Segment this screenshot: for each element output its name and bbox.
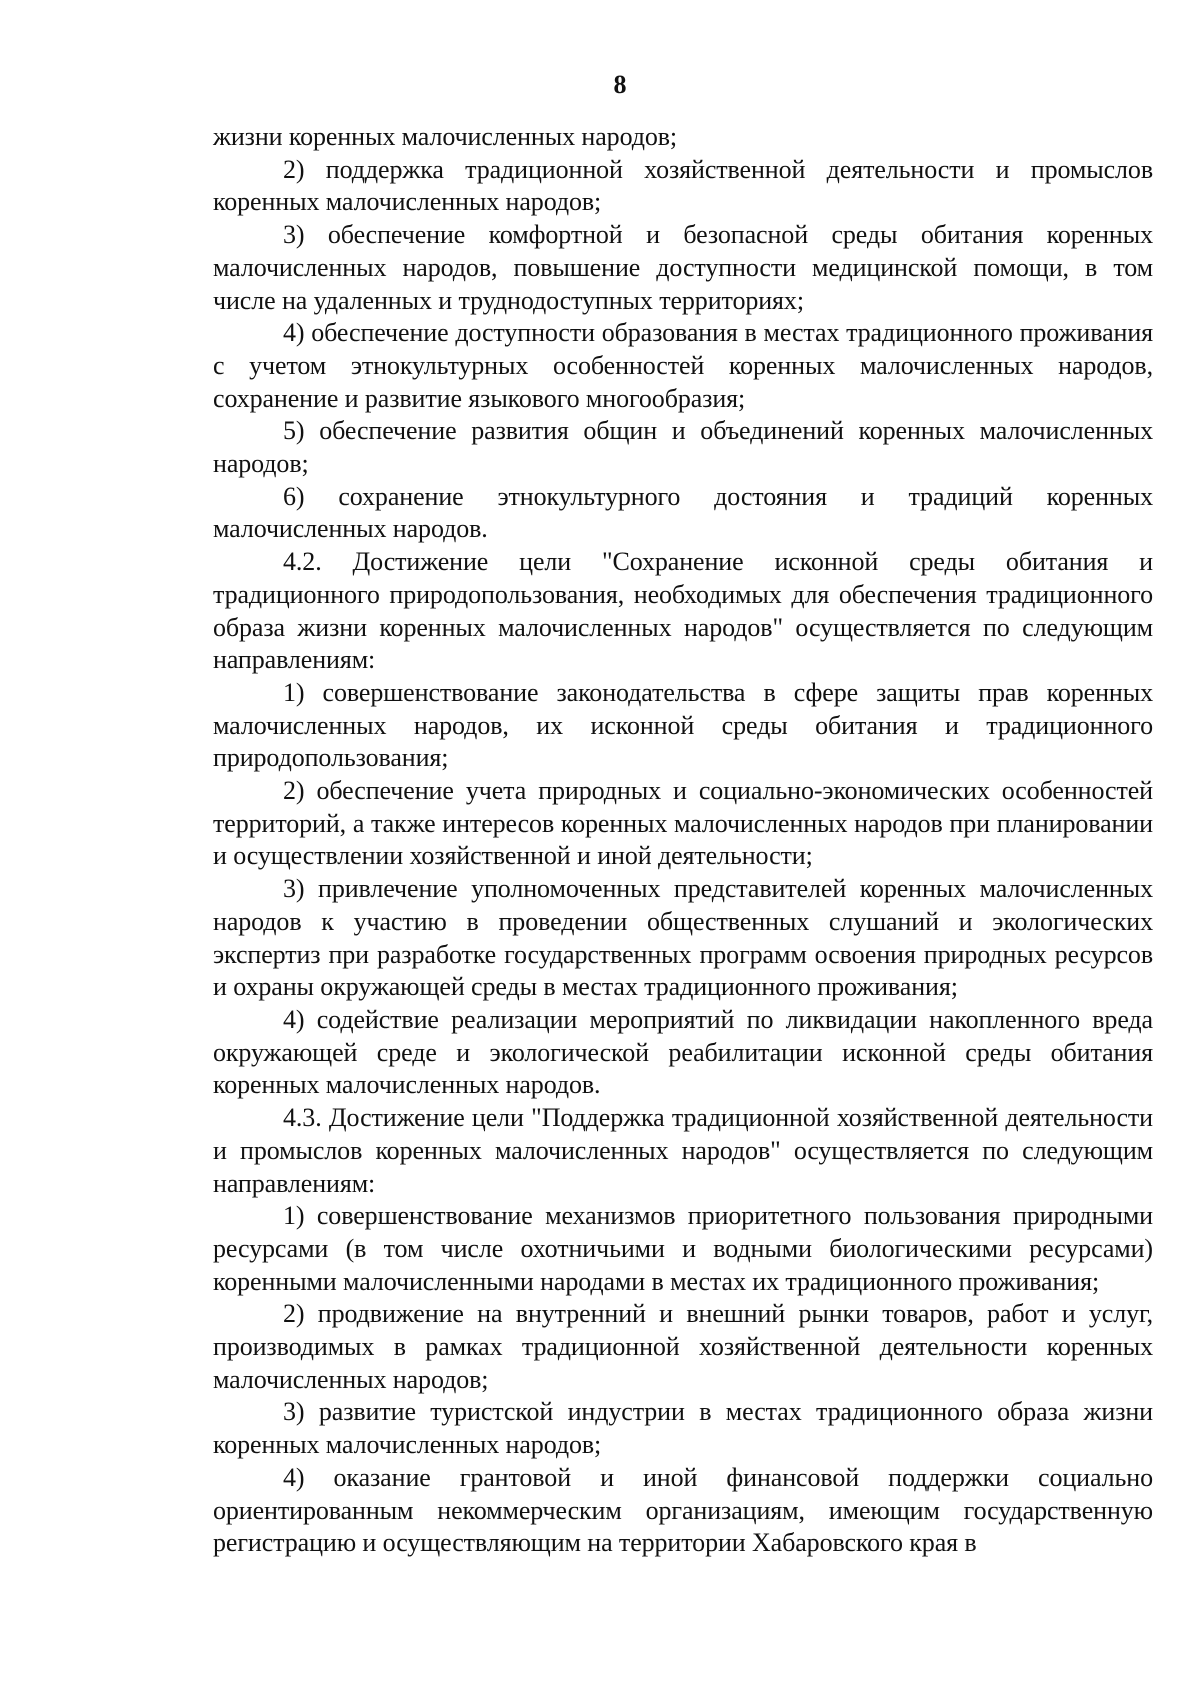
paragraph: 1) совершенствование механизмов приоритетного пользования природными ресурсами (в том числе охотничьими и водными биологическими ресурсами) коренными малочисленными народами в местах их традиционного проживания; bbox=[213, 1201, 1153, 1296]
paragraph: 4.2. Достижение цели "Сохранение исконной среды обитания и традиционного природопользования, необходимых для обеспечения традиционного образа жизни коренных малочисленных народов" осуществляется по следующим направлениям: bbox=[213, 547, 1153, 675]
paragraph: 5) обеспечение развития общин и объединений коренных малочисленных народов; bbox=[213, 416, 1153, 479]
paragraph: 2) поддержка традиционной хозяйственной деятельности и промыслов коренных малочисленных народов; bbox=[213, 154, 1153, 217]
paragraph: 1) совершенствование законодательства в сфере защиты прав коренных малочисленных народов, их исконной среды обитания и традиционного природопользования; bbox=[213, 677, 1153, 773]
paragraph: 3) обеспечение комфортной и безопасной среды обитания коренных малочисленных народов, повышение доступности медицинской помощи, в том числе на удаленных и труднодоступных территориях; bbox=[213, 220, 1153, 315]
paragraph: 3) развитие туристской индустрии в местах традиционного образа жизни коренных малочисленных народов; bbox=[213, 1397, 1153, 1460]
paragraph: 2) обеспечение учета природных и социально-экономических особенностей территорий, а также интересов коренных малочисленных народов при планировании и осуществлении хозяйственной и иной деятельности; bbox=[213, 776, 1153, 871]
paragraph: 4) обеспечение доступности образования в местах традиционного проживания с учетом этнокультурных особенностей коренных малочисленных народов, сохранение и развитие языкового многообразия; bbox=[213, 318, 1153, 413]
paragraph: жизни коренных малочисленных народов; bbox=[213, 122, 678, 151]
paragraph: 4.3. Достижение цели "Поддержка традиционной хозяйственной деятельности и промыслов коренных малочисленных народов" осуществляется по следующим направлениям: bbox=[213, 1103, 1153, 1198]
paragraph: 2) продвижение на внутренний и внешний рынки товаров, работ и услуг, производимых в рамках традиционной хозяйственной деятельности коренных малочисленных народов; bbox=[213, 1299, 1153, 1394]
paragraph: 4) оказание грантовой и иной финансовой поддержки социально ориентированным некоммерческим организациям, имеющим государственную регистрацию и осуществляющим на территории Хабаровского края в bbox=[213, 1462, 1153, 1558]
paragraph: 4) содействие реализации мероприятий по ликвидации накопленного вреда окружающей среде и экологической реабилитации исконной среды обитания коренных малочисленных народов. bbox=[213, 1004, 1153, 1100]
paragraph: 6) сохранение этнокультурного достояния и традиций коренных малочисленных народов. bbox=[213, 481, 1153, 544]
page-number: 8 bbox=[613, 70, 627, 99]
paragraph: 3) привлечение уполномоченных представителей коренных малочисленных народов к участию в проведении общественных слушаний и экологических экспертиз при разработке государственных программ освоения природных ресурсов и охраны окружающей среды в местах традиционного проживания; bbox=[213, 874, 1153, 1002]
document-body bbox=[213, 121, 1153, 1560]
